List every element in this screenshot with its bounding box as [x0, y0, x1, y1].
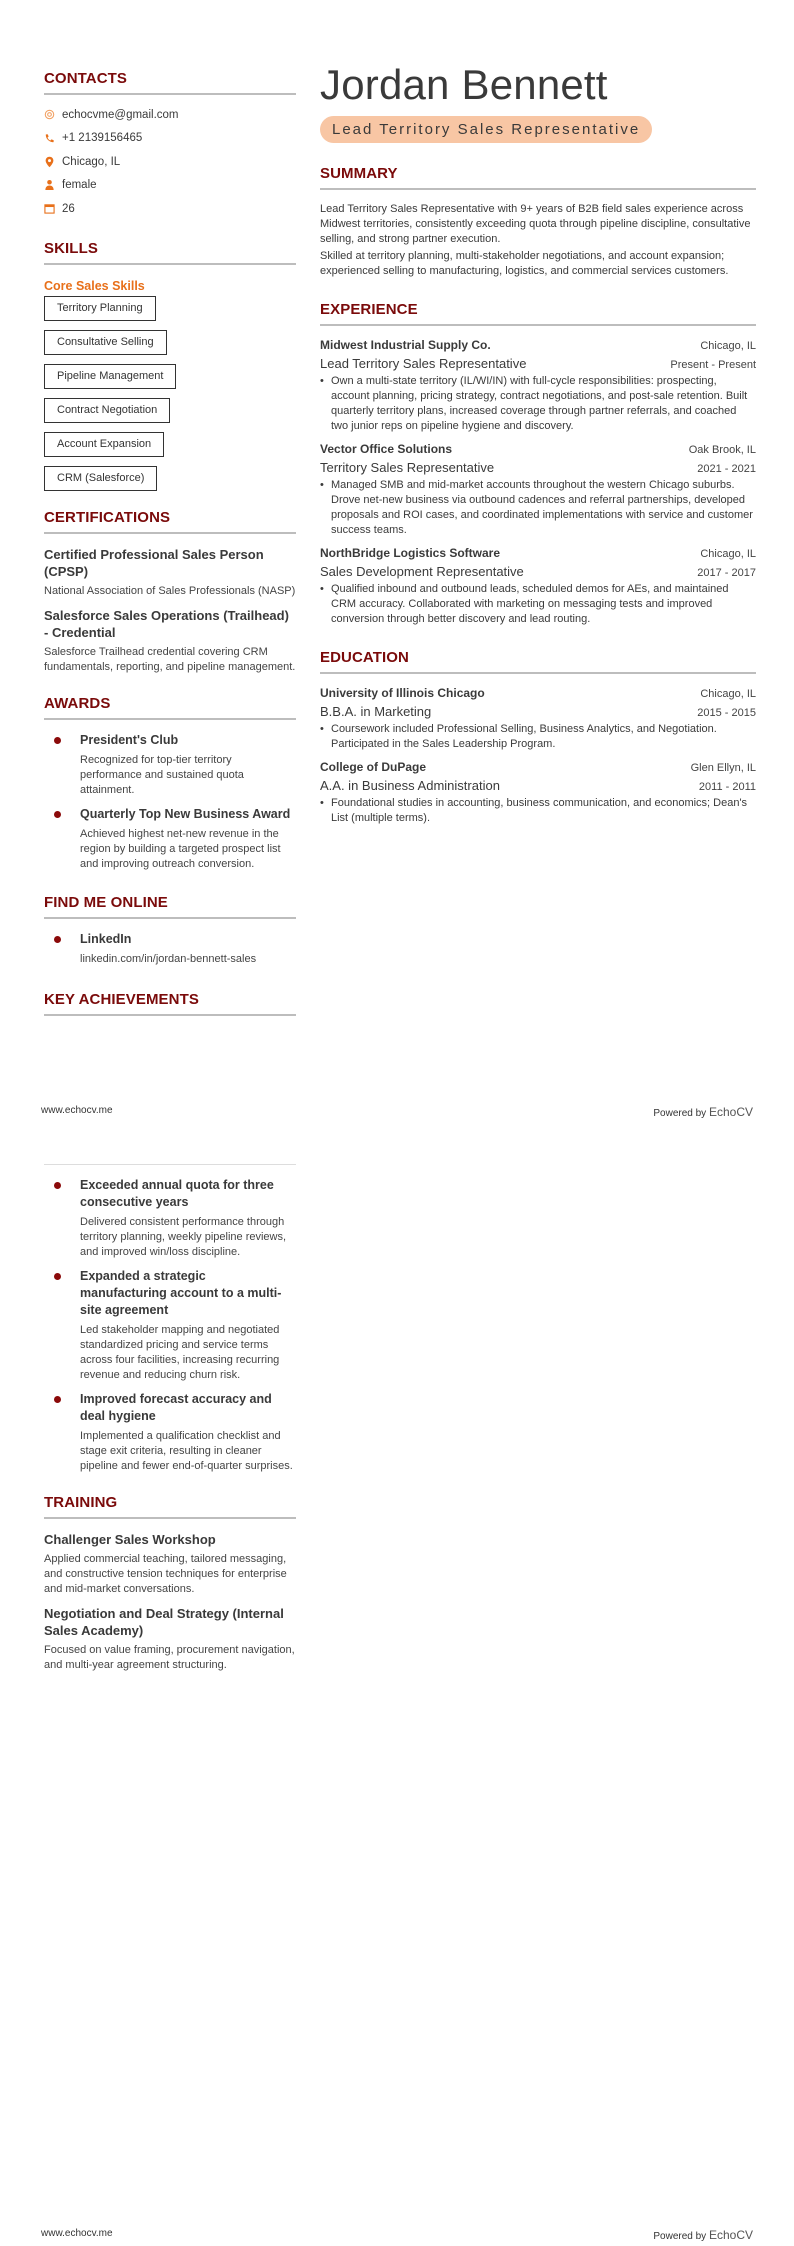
contact-value: female [62, 179, 97, 192]
education-item [320, 760, 756, 826]
achievement-desc: Delivered consistent performance through territory planning, weekly pipeline reviews, and improved win/loss discipline. [80, 1216, 287, 1258]
contact-phone[interactable] [44, 127, 296, 151]
awards-section [44, 695, 296, 872]
certification-title: Salesforce Sales Operations (Trailhead) - Credential [44, 607, 289, 640]
section-title: CERTIFICATIONS [44, 508, 171, 526]
contacts-section [44, 70, 296, 221]
job-bullet: • Own a multi-state territory (IL/WI/IN) with full-cycle responsibilities: prospecting, account planning, pricing strategy, contract negotiations, and post-sale retention. Built quarterly territory plans, increased coverage through partner referrals, and coached two junior reps on pipeline hygiene and discovery. [320, 374, 756, 434]
job-dates: 2021 - 2021 [697, 463, 756, 475]
experience-item [320, 546, 756, 627]
section-title: AWARDS [44, 694, 111, 712]
certification-desc: Salesforce Trailhead credential covering CRM fundamentals, reporting, and pipeline management. [44, 645, 296, 673]
school-name: College of DuPage [320, 760, 427, 774]
school-location: Chicago, IL [700, 688, 756, 700]
skill-category: Core Sales Skills [44, 278, 145, 293]
summary-paragraph: Skilled at territory planning, multi-stakeholder negotiations, and account expansion; experienced selling to manufacturing, logistics, and commercial services customers. [320, 250, 729, 277]
contact-gender [44, 174, 296, 198]
certifications-section [44, 509, 296, 675]
section-divider [44, 917, 296, 919]
training-item [44, 1531, 296, 1597]
skill-tag: Account Expansion [44, 432, 164, 457]
job-role: Lead Territory Sales Representative [320, 356, 527, 371]
contact-email[interactable] [44, 103, 296, 127]
section-divider [320, 324, 756, 326]
job-role: Territory Sales Representative [320, 460, 495, 475]
experience-section [320, 301, 756, 627]
contact-age [44, 197, 296, 221]
section-title: FIND ME ONLINE [44, 893, 168, 911]
skill-tag: CRM (Salesforce) [44, 466, 157, 491]
job-location: Chicago, IL [700, 340, 756, 352]
section-divider [44, 263, 296, 265]
resume-page-2 [0, 1123, 794, 2246]
contact-value: Chicago, IL [62, 155, 121, 168]
award-item [44, 806, 296, 872]
job-title-badge: Lead Territory Sales Representative [320, 116, 652, 143]
summary-paragraph: Lead Territory Sales Representative with 9+ years of B2B field sales experience across Midwest territories, consistently exceeding quota through pipeline discipline, consultative selling, and strong partner execution. [320, 203, 751, 245]
online-item[interactable] [44, 931, 296, 967]
candidate-name: Jordan Bennett [320, 61, 608, 108]
skill-tag: Territory Planning [44, 296, 156, 321]
education-item [320, 686, 756, 752]
bullet-dot-icon [54, 737, 61, 744]
certification-desc: National Association of Sales Professionals (NASP) [44, 584, 296, 597]
award-item [44, 732, 296, 798]
school-location: Glen Ellyn, IL [690, 762, 756, 774]
phone-icon [44, 133, 62, 144]
training-item [44, 1605, 296, 1673]
footer-site-link[interactable]: www.echocv.me [41, 1105, 113, 1116]
section-divider [44, 1517, 296, 1519]
footer-brand[interactable]: EchoCV [708, 2228, 753, 2242]
job-bullet: • Managed SMB and mid-market accounts throughout the western Chicago suburbs. Drove net-new business via outbound cadences and referral partnerships, developed proposals and ROI cases, and coordinated implementations with service and customer success teams. [320, 478, 756, 538]
online-section [44, 894, 296, 967]
page-footer [0, 2228, 794, 2242]
achievements-section-header [44, 991, 296, 1016]
job-location: Oak Brook, IL [688, 444, 756, 456]
training-title: Negotiation and Deal Strategy (Internal Sales Academy) [44, 1606, 284, 1638]
education-section [320, 649, 756, 826]
bullet-dot-icon [54, 1396, 61, 1403]
training-section [44, 1494, 296, 1673]
skills-section [44, 240, 296, 491]
bullet-dot-icon [54, 811, 61, 818]
contact-value: +1 2139156465 [62, 132, 143, 145]
section-title: SKILLS [44, 239, 98, 257]
job-dates: Present - Present [670, 359, 756, 371]
skill-tag: Contract Negotiation [44, 398, 170, 423]
degree: A.A. in Business Administration [320, 778, 500, 793]
award-desc: Recognized for top-tier territory performance and sustained quota attainment. [80, 753, 244, 796]
school-name: University of Illinois Chicago [320, 686, 485, 700]
certification-item [44, 546, 296, 599]
certification-title: Certified Professional Sales Person (CPSP) [44, 546, 264, 579]
left-column-continued [44, 1165, 296, 1673]
award-title: Quarterly Top New Business Award [80, 806, 291, 821]
training-desc: Applied commercial teaching, tailored messaging, and constructive tension techniques for enterprise and mid-market conversations. [44, 1553, 287, 1595]
education-dates: 2011 - 2011 [698, 781, 756, 793]
bullet-dot-icon [54, 936, 61, 943]
section-divider [320, 672, 756, 674]
company-name: Midwest Industrial Supply Co. [320, 338, 491, 352]
contact-value: 26 [62, 202, 75, 215]
award-desc: Achieved highest net-new revenue in the region by building a targeted prospect list and improving outreach conversion. [80, 827, 281, 870]
degree: B.B.A. in Marketing [320, 704, 432, 719]
achievement-desc: Led stakeholder mapping and negotiated standardized pricing and service terms across four facilities, increasing recurring revenue and reducing churn risk. [80, 1324, 280, 1381]
job-bullet: • Qualified inbound and outbound leads, scheduled demos for AEs, and maintained CRM accuracy. Collaborated with marketing on messaging tests and improved conversion through better discovery and lead routing. [320, 582, 756, 627]
right-column [320, 62, 756, 826]
achievement-title: Improved forecast accuracy and deal hygiene [80, 1392, 272, 1423]
contact-value: echocvme@gmail.com [62, 108, 179, 121]
education-bullet: • Foundational studies in accounting, business communication, and economics; Dean's List (multiple terms). [320, 796, 756, 826]
section-divider [320, 188, 756, 190]
summary-section [320, 165, 756, 279]
training-title: Challenger Sales Workshop [44, 1532, 216, 1547]
section-title: SUMMARY [320, 165, 398, 182]
achievement-desc: Implemented a qualification checklist and stage exit criteria, resulting in cleaner pipeline and fewer end-of-quarter surprises. [80, 1430, 293, 1472]
section-divider [44, 1014, 296, 1016]
contact-location [44, 150, 296, 174]
section-title: KEY ACHIEVEMENTS [44, 990, 199, 1008]
achievement-title: Expanded a strategic manufacturing account to a multi-site agreement [80, 1269, 282, 1317]
award-title: President's Club [80, 732, 179, 747]
achievement-item [44, 1391, 296, 1474]
achievements-section [44, 1177, 296, 1474]
certification-item [44, 607, 296, 675]
job-location: Chicago, IL [700, 548, 756, 560]
footer-brand[interactable]: EchoCV [708, 1105, 753, 1119]
online-link[interactable]: linkedin.com/in/jordan-bennett-sales [80, 952, 257, 965]
bullet-dot-icon [54, 1182, 61, 1189]
section-title: EDUCATION [320, 649, 409, 666]
section-divider [44, 93, 296, 95]
job-dates: 2017 - 2017 [697, 567, 756, 579]
location-pin-icon [44, 156, 62, 168]
achievement-item [44, 1268, 296, 1383]
education-bullet: • Coursework included Professional Selling, Business Analytics, and Negotiation. Participated in the Sales Leadership Program. [320, 722, 756, 752]
footer-powered-by: Powered by EchoCV [653, 1105, 753, 1119]
experience-item [320, 442, 756, 538]
online-title: LinkedIn [80, 931, 132, 946]
footer-site-link[interactable]: www.echocv.me [41, 2228, 113, 2239]
job-role: Sales Development Representative [320, 564, 524, 579]
company-name: NorthBridge Logistics Software [320, 546, 501, 560]
section-divider [44, 718, 296, 720]
skill-tag: Consultative Selling [44, 330, 167, 355]
company-name: Vector Office Solutions [320, 442, 453, 456]
section-divider [44, 532, 296, 534]
page-footer [0, 1105, 794, 1119]
calendar-icon [44, 203, 62, 214]
section-title: TRAINING [44, 1494, 118, 1511]
left-column [44, 70, 296, 1016]
achievement-item [44, 1177, 296, 1260]
achievement-title: Exceeded annual quota for three consecutive years [80, 1178, 274, 1209]
education-dates: 2015 - 2015 [697, 707, 756, 719]
training-desc: Focused on value framing, procurement navigation, and multi-year agreement structuring. [44, 1644, 295, 1671]
section-title: EXPERIENCE [320, 301, 418, 318]
footer-powered-by: Powered by EchoCV [653, 2228, 753, 2242]
at-icon [44, 109, 62, 120]
experience-item [320, 338, 756, 434]
section-title: CONTACTS [44, 70, 128, 87]
skill-tag: Pipeline Management [44, 364, 176, 389]
bullet-dot-icon [54, 1273, 61, 1280]
person-icon [44, 179, 62, 191]
